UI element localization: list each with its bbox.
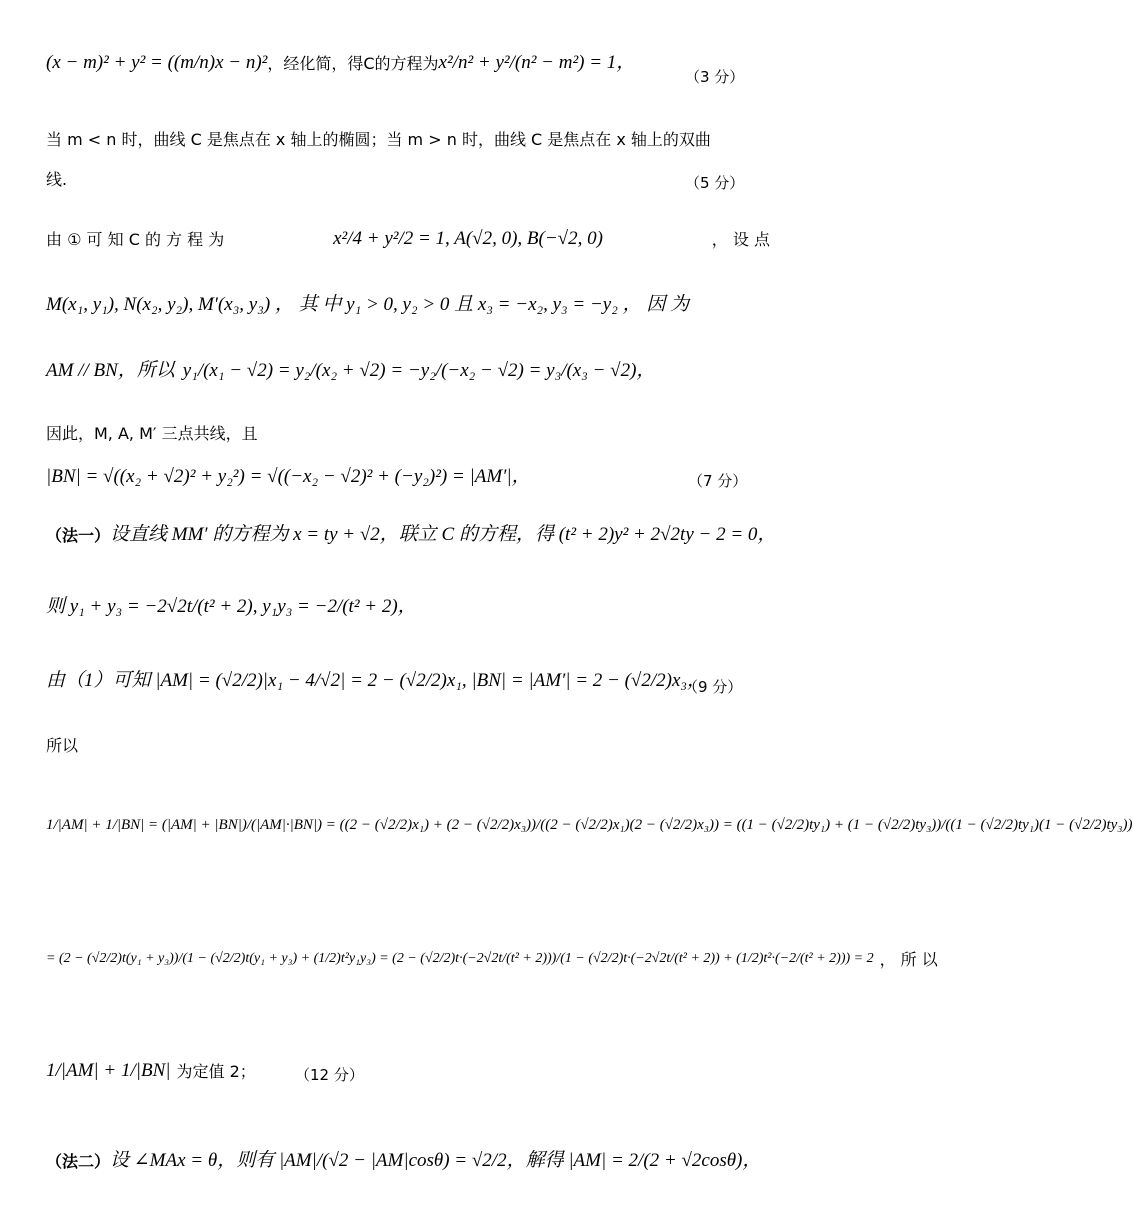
method-two-line [46,1150,770,1173]
parallel-text: AM // BN，所以 [46,360,175,381]
bn-length-equation: |BN| = √((x₂ + √2)² + y₂²) = √((−x₂ − √2)² + (−y₂)²) = |AM′|， [46,466,531,487]
conic-cases-line-end [46,170,770,189]
therefore-line [46,736,770,755]
method-one-setup: 设直线 MM′ 的方程为 x = ty + √2，联立 C 的方程，得 (t² + 2)y² + 2√2ty − 2 = 0， [110,524,777,545]
curve-c-equation: x²/n² + y²/(n² − m²) = 1， [438,52,636,73]
therefore-text: 所以 [46,736,79,755]
simplify-text: ，经化简，得C的方程为 [267,53,439,73]
method-one-label: （法一） [46,525,111,545]
points-definition-line [46,294,770,317]
ellipse-setup-line [46,228,770,251]
distance-equation: (x − m)² + y² = ((m/n)x − n)² [46,52,268,73]
constant-value-text: 为定值 2； [176,1061,256,1081]
am-length-line [46,670,770,693]
constant-value-line [46,1060,770,1083]
collinear-line [46,424,770,443]
equation-line-1 [46,52,770,75]
substitution-equation: = (2 − (√2/2)t(y₁ + y₃))/(1 − (√2/2)t(y₁ + y₃) + (1/2)t²y₁y₃) = (2 − (√2/2)t·(−2√2t/(t² + 2)))/(1 − (√2/2)t·(−2√2t/(t² + 2)) + (1/2)t²·(−2/(t² + 2))) = 2 [46,951,874,967]
vieta-relations: 则 y₁ + y₃ = −2√2t/(t² + 2), y₁y₃ = −2/(t² + 2)， [46,596,417,617]
reciprocal-sum-line [46,816,1133,834]
ellipse-equation: x²/4 + y²/2 = 1, A(√2, 0), B(−√2, 0) [333,228,603,249]
conic-cases-text: 当 m < n 时，曲线 C 是焦点在 x 轴上的椭圆；当 m > n 时，曲线 C 是焦点在 x 轴上的双曲 [46,130,711,149]
method-two-setup: 设 ∠MAx = θ，则有 |AM|/(√2 − |AM|cosθ) = √2/2，解得 |AM| = 2/(2 + √2cosθ)， [110,1150,762,1171]
parallel-condition-line [46,360,770,383]
slope-equality: y₁/(x₁ − √2) = y₂/(x₂ + √2) = −y₂/(−x₂ − √2) = y₃/(x₃ − √2)， [182,360,656,381]
conic-cases-end-text: 线. [46,170,68,189]
method-one-line [46,524,777,547]
reciprocal-sum-expr: 1/|AM| + 1/|BN| [46,1060,171,1081]
score-3: （3 分） [685,68,745,86]
am-length-equation: 由（1）可知 |AM| = (√2/2)|x₁ − 4/√2| = 2 − (√2/2)x₁, |BN| = |AM′| = 2 − (√2/2)x₃， [46,670,706,691]
score-9: （9 分） [683,678,743,696]
score-5: （5 分） [685,174,745,192]
score-7: （7 分） [688,472,748,490]
bn-length-line [46,466,770,489]
collinear-text: 因此，M, A, M′ 三点共线，且 [46,424,258,443]
set-points-text: ， 设 点 [711,229,770,249]
conic-cases-line [46,130,770,149]
score-12: （12 分） [295,1066,364,1084]
therefore-tail-text: ， 所 以 [879,950,938,969]
points-definition: M(x₁, y₁), N(x₂, y₂), M′(x₃, y₃) ， 其 中 y₁ > 0, y₂ > 0 且 x₃ = −x₂, y₃ = −y₂ ， 因 为 [46,294,690,315]
ellipse-intro-text: 由 ① 可 知 C 的 方 程 为 [46,229,225,249]
reciprocal-sum-equation: 1/|AM| + 1/|BN| = (|AM| + |BN|)/(|AM|·|BN|) = ((2 − (√2/2)x₁) + (2 − (√2/2)x₃))/((2 − (√2/2)x₁)(2 − (√2/2)x₃)) = ((1 − (√2/2)ty₁) + (1 − (√2/2)ty₃))/((1 − (√2/2)ty₁)(1 − (√2/2)ty₃)) [46,817,1133,833]
method-two-label: （法二） [46,1151,111,1171]
substitution-line [46,950,938,969]
vieta-line [46,596,770,619]
